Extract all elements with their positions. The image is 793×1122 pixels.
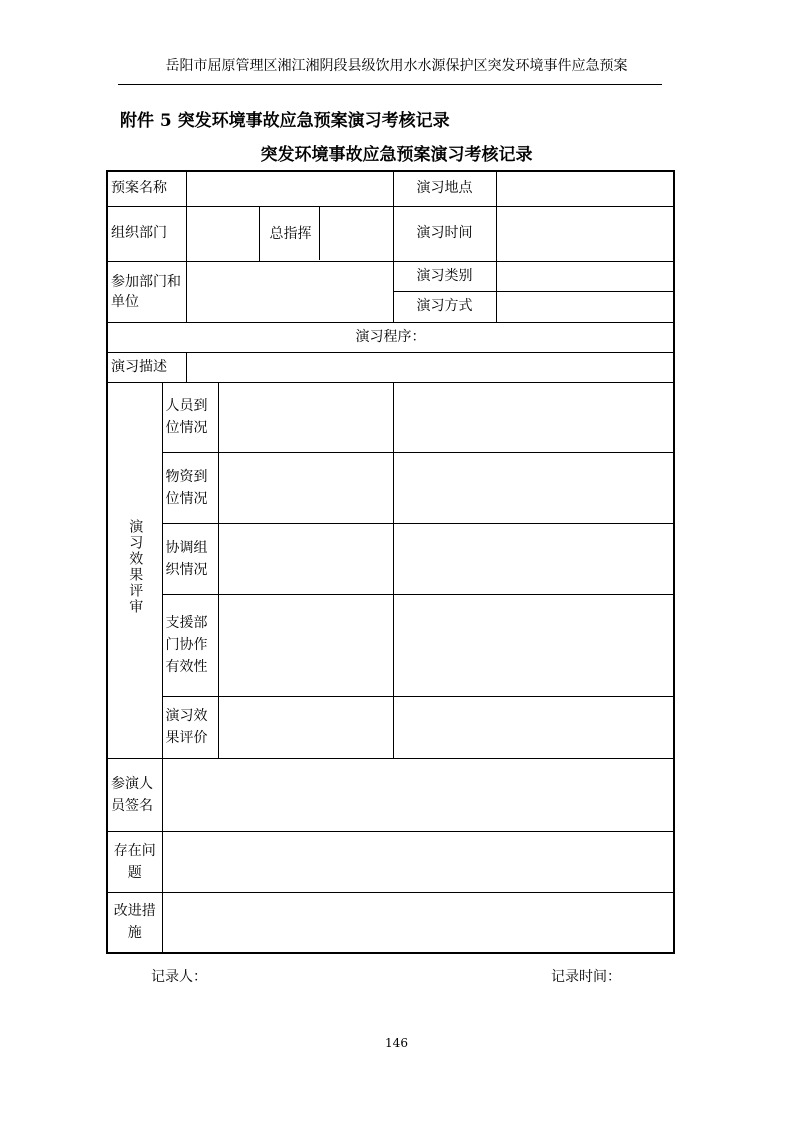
drill-type-value[interactable]	[496, 261, 674, 291]
drill-time-value[interactable]	[496, 206, 674, 261]
evaluation-item-label: 支援部门协作有效性	[162, 594, 218, 696]
drill-location-value[interactable]	[496, 171, 674, 206]
evaluation-item-value[interactable]	[218, 382, 393, 452]
commander-label: 总指挥	[263, 207, 320, 260]
plan-name-value[interactable]	[186, 171, 393, 206]
drill-assessment-form	[106, 170, 675, 954]
evaluation-item-value[interactable]	[218, 594, 393, 696]
evaluation-item-remark[interactable]	[393, 696, 674, 758]
plan-name-label: 预案名称	[107, 171, 186, 206]
drill-method-label: 演习方式	[393, 291, 496, 322]
running-header: 岳阳市屈原管理区湘江湘阴段县级饮用水水源保护区突发环境事件应急预案	[165, 58, 628, 74]
problems-label: 存在问题	[107, 831, 162, 892]
drill-time-label: 演习时间	[393, 206, 496, 261]
evaluation-item-label: 人员到位情况	[162, 382, 218, 452]
evaluation-item-remark[interactable]	[393, 523, 674, 594]
evaluation-item-remark[interactable]	[393, 594, 674, 696]
recorder-label: 记录人：	[151, 969, 207, 985]
problems-value[interactable]	[162, 831, 674, 892]
drill-type-label: 演习类别	[393, 261, 496, 291]
evaluation-item-label: 演习效果评价	[162, 696, 218, 758]
participants-value[interactable]	[186, 261, 393, 322]
evaluation-item-remark[interactable]	[393, 452, 674, 523]
evaluation-item-label: 协调组织情况	[162, 523, 218, 594]
appendix-title: 附件 5 突发环境事故应急预案演习考核记录	[120, 111, 450, 131]
signatures-label: 参演人员签名	[107, 758, 162, 831]
evaluation-item-value[interactable]	[218, 452, 393, 523]
improvements-label: 改进措施	[107, 892, 162, 953]
record-time-label: 记录时间：	[551, 969, 621, 985]
description-value[interactable]	[186, 352, 674, 382]
commander-value[interactable]	[319, 207, 390, 260]
description-label: 演习描述	[107, 352, 186, 382]
signatures-value[interactable]	[162, 758, 674, 831]
evaluation-item-label: 物资到位情况	[162, 452, 218, 523]
evaluation-item-value[interactable]	[218, 523, 393, 594]
table-title: 突发环境事故应急预案演习考核记录	[260, 145, 533, 165]
org-dept-value[interactable]	[186, 206, 259, 261]
participants-label: 参加部门和单位	[107, 261, 186, 322]
procedure-label: 演习程序：	[107, 322, 674, 352]
org-dept-label: 组织部门	[107, 206, 186, 261]
header-divider	[118, 84, 662, 85]
drill-location-label: 演习地点	[393, 171, 496, 206]
evaluation-group-text: 演习效果评审	[127, 518, 144, 615]
drill-method-value[interactable]	[496, 291, 674, 322]
evaluation-item-remark[interactable]	[393, 382, 674, 452]
evaluation-group-label	[107, 382, 162, 758]
improvements-value[interactable]	[162, 892, 674, 953]
commander-cell[interactable]	[259, 206, 393, 261]
evaluation-item-value[interactable]	[218, 696, 393, 758]
page-number: 146	[385, 1036, 408, 1050]
